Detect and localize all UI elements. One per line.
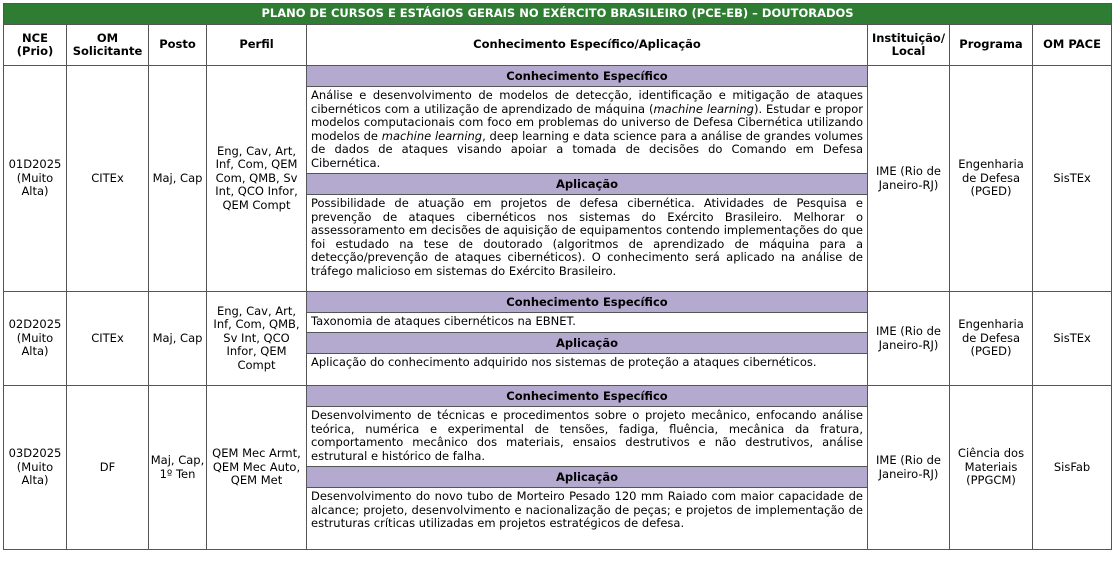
om-pace-cell: SisTEx (1033, 66, 1112, 292)
knowledge-subheader: Conhecimento Específico (307, 66, 867, 87)
header-conhecimento: Conhecimento Específico/Aplicação (307, 25, 868, 66)
header-om-solicitante: OM Solicitante (67, 25, 149, 66)
header-instituicao: Instituição/ Local (868, 25, 950, 66)
knowledge-subheader: Conhecimento Específico (307, 292, 867, 313)
header-perfil: Perfil (207, 25, 307, 66)
om-cell: DF (67, 386, 149, 550)
perfil-cell: Eng, Cav, Art, Inf, Com, QMB, Sv Int, QCO Infor, QEM Compt (207, 292, 307, 386)
instituicao-cell: IME (Rio de Janeiro-RJ) (868, 66, 950, 292)
perfil-cell: Eng, Cav, Art, Inf, Com, QEM Com, QMB, Sv Int, QCO Infor, QEM Compt (207, 66, 307, 292)
knowledge-cell (307, 66, 868, 292)
om-pace-cell: SisFab (1033, 386, 1112, 550)
knowledge-subheader: Conhecimento Específico (307, 386, 867, 407)
table-row (4, 386, 1112, 550)
instituicao-cell: IME (Rio de Janeiro-RJ) (868, 292, 950, 386)
application-subheader: Aplicação (307, 173, 867, 195)
posto-cell: Maj, Cap, 1º Ten (149, 386, 207, 550)
om-cell: CITEx (67, 292, 149, 386)
table-row (4, 66, 1112, 292)
header-nce: NCE (Prio) (4, 25, 67, 66)
knowledge-cell (307, 292, 868, 386)
programa-cell: Engenharia de Defesa (PGED) (950, 66, 1033, 292)
programa-cell: Engenharia de Defesa (PGED) (950, 292, 1033, 386)
application-subheader: Aplicação (307, 332, 867, 354)
application-text: Possibilidade de atuação em projetos de defesa cibernética. Atividades de Pesquisa e prevenção de ataques cibernéticos nos sistemas do Exército Brasileiro. Melhorar o assessoramento em decisões de aquisição de equipamentos contendo implementações do que foi estudado na tese de doutorado (algoritmos de aprendizado de máquina para a detecção/prevenção de ataques cibernéticos). O conhecimento será aplicado na análise de tráfego malicioso em sistemas do Exército Brasileiro. (311, 196, 863, 278)
nce-cell: 03D2025 (Muito Alta) (4, 386, 67, 550)
om-cell: CITEx (67, 66, 149, 292)
perfil-cell: QEM Mec Armt, QEM Mec Auto, QEM Met (207, 386, 307, 550)
programa-cell: Ciência dos Materiais (PPGCM) (950, 386, 1033, 550)
application-text: Aplicação do conhecimento adquirido nos sistemas de proteção a ataques cibernéticos. (311, 354, 817, 369)
nce-cell: 01D2025 (Muito Alta) (4, 66, 67, 292)
instituicao-cell: IME (Rio de Janeiro-RJ) (868, 386, 950, 550)
nce-cell: 02D2025 (Muito Alta) (4, 292, 67, 386)
header-om-pace: OM PACE (1033, 25, 1112, 66)
posto-cell: Maj, Cap (149, 66, 207, 292)
knowledge-text: Desenvolvimento de técnicas e procedimentos sobre o projeto mecânico, enfocando análise teórica, numérica e experimental de tensões, fadiga, fluência, mecânica da fratura, comportamento mecânico dos materiais, ensaios destrutivos e não destrutivos, análise estrutural e histórico de falha. (311, 408, 863, 463)
header-posto: Posto (149, 25, 207, 66)
application-text: Desenvolvimento do novo tubo de Morteiro Pesado 120 mm Raiado com maior capacidade de alcance; projeto, desenvolvimento e nacionalização de peças; e projetos de implementação de estruturas críticas utilizadas em projetos estratégicos de defesa. (311, 489, 863, 530)
courses-table (3, 3, 1112, 550)
table-title: PLANO DE CURSOS E ESTÁGIOS GERAIS NO EXÉRCITO BRASILEIRO (PCE-EB) – DOUTORADOS (4, 4, 1112, 25)
table-row (4, 292, 1112, 386)
knowledge-cell (307, 386, 868, 550)
knowledge-text: Taxonomia de ataques cibernéticos na EBNET. (311, 314, 576, 328)
application-subheader: Aplicação (307, 466, 867, 488)
posto-cell: Maj, Cap (149, 292, 207, 386)
knowledge-text: Análise e desenvolvimento de modelos de detecção, identificação e mitigação de ataques cibernéticos com a utilização de aprendizado de máquina (machine learning). Estudar e propor modelos computacionais com foco em problemas do universo de Defesa Cibernética utilizando modelos de machine learning, deep learning e data science para a análise de grandes volumes de dados de ataques visando apoiar a tomada de decisões do Comando em Defesa Cibernética. (311, 88, 863, 170)
om-pace-cell: SisTEx (1033, 292, 1112, 386)
header-programa: Programa (950, 25, 1033, 66)
